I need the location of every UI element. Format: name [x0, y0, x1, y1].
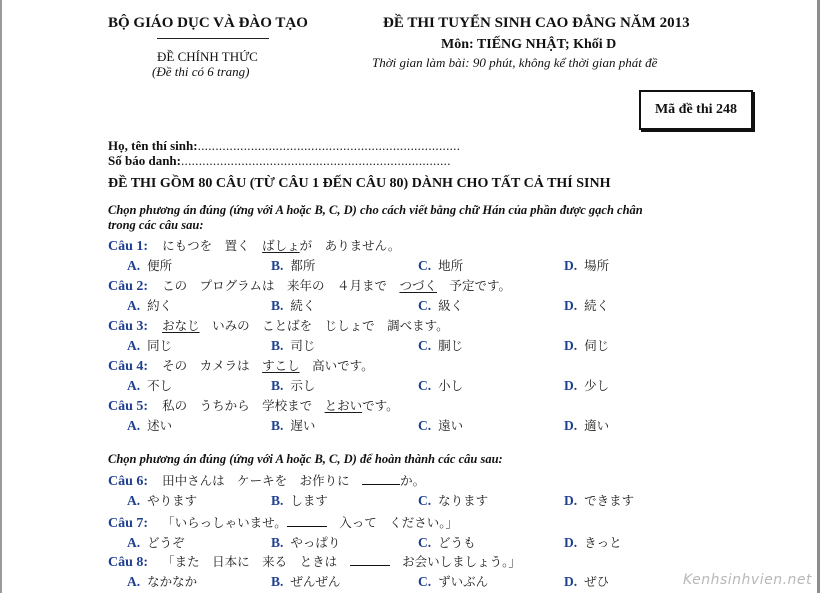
underlined-word: とおい: [324, 398, 363, 413]
option-text: 約く: [147, 298, 173, 313]
instruction-part1-line1: Chọn phương án đúng (ứng với A hoặc B, C, D) cho cách viết bằng chữ Hán của phần được gạch chân: [108, 203, 643, 217]
option-text: 不し: [147, 378, 173, 393]
option-text: 示し: [290, 378, 316, 393]
option-letter: D.: [564, 338, 578, 353]
question-text: 「また 日本に 来る ときは: [162, 554, 350, 569]
underlined-word: つづく: [399, 278, 437, 293]
option-letter: D.: [564, 493, 578, 508]
option-letter: C.: [418, 574, 432, 589]
watermark: Kenhsinhvien.net: [682, 572, 812, 588]
option-letter: D.: [564, 535, 578, 550]
question-label: Câu 3:: [108, 319, 149, 334]
option-letter: A.: [127, 493, 141, 508]
option-text: なかなか: [147, 574, 198, 589]
option-b: [271, 572, 340, 590]
option-text: 適い: [584, 418, 610, 433]
option-text: 述い: [147, 418, 173, 433]
option-text: ぜんぜん: [290, 574, 341, 589]
underlined-word: すこし: [262, 358, 300, 373]
option-d: [564, 572, 609, 590]
option-letter: A.: [127, 574, 141, 589]
option-text: 胴じ: [438, 338, 464, 353]
answer-blank: [350, 553, 390, 566]
question-text: にもつを 置く: [162, 238, 263, 253]
option-a: [127, 491, 197, 509]
exam-title: ĐỀ THI TUYỂN SINH CAO ĐẲNG NĂM 2013: [383, 15, 690, 31]
question-text: 私の うちから 学校まで: [162, 398, 325, 413]
option-d: [564, 491, 634, 509]
option-d: [564, 533, 622, 551]
option-text: 都所: [290, 258, 316, 273]
question-3: [108, 316, 449, 335]
question-8: [108, 552, 521, 571]
option-letter: B.: [271, 418, 284, 433]
option-c: [418, 533, 476, 551]
question-label: Câu 1:: [108, 239, 149, 254]
page-edge-left: [0, 0, 2, 593]
exam-time: Thời gian làm bài: 90 phút, không kể thời gian phát đề: [372, 55, 658, 70]
option-letter: B.: [271, 493, 284, 508]
option-c: [418, 296, 463, 314]
exam-subject: Môn: TIẾNG NHẬT; Khối D: [441, 37, 617, 52]
option-text: 続く: [290, 298, 316, 313]
option-b: [271, 296, 315, 314]
option-text: 司じ: [290, 338, 316, 353]
candidate-id-label: Số báo danh:: [108, 153, 181, 168]
option-letter: B.: [271, 258, 284, 273]
option-letter: C.: [418, 258, 432, 273]
option-letter: C.: [418, 535, 432, 550]
question-text: 予定です。: [436, 278, 511, 293]
option-letter: C.: [418, 338, 432, 353]
option-a: [127, 572, 197, 590]
instruction-part1: [108, 203, 643, 233]
option-text: どうも: [438, 535, 476, 550]
option-letter: A.: [127, 298, 141, 313]
question-label: Câu 5:: [108, 399, 149, 414]
option-c: [418, 256, 463, 274]
option-text: やっぱり: [290, 535, 341, 550]
question-text: お会いしましょう。」: [389, 554, 521, 569]
option-text: やります: [147, 493, 198, 508]
option-b: [271, 336, 315, 354]
candidate-id-dots: ............................................................................: [180, 153, 451, 168]
question-5: [108, 396, 399, 415]
option-b: [271, 416, 315, 434]
option-letter: C.: [418, 418, 432, 433]
option-c: [418, 572, 488, 590]
question-text: 田中さんは ケーキを お作りに: [162, 473, 363, 488]
question-label: Câu 7:: [108, 516, 149, 531]
question-label: Câu 4:: [108, 359, 149, 374]
question-text: です。: [362, 398, 399, 413]
option-d: [564, 296, 609, 314]
option-text: 地所: [438, 258, 464, 273]
option-letter: A.: [127, 378, 141, 393]
option-letter: B.: [271, 298, 284, 313]
question-text: 入って ください。」: [326, 515, 458, 530]
question-text: 「いらっしゃいませ。: [162, 515, 287, 530]
option-c: [418, 491, 488, 509]
option-text: 遠い: [438, 418, 464, 433]
option-letter: B.: [271, 535, 284, 550]
option-letter: A.: [127, 258, 141, 273]
option-d: [564, 416, 609, 434]
question-text: か。: [400, 473, 426, 488]
candidate-id-line: [108, 153, 451, 169]
option-text: どうぞ: [147, 535, 185, 550]
option-a: [127, 296, 172, 314]
exam-code: Mã đề thi 248: [654, 102, 738, 117]
question-label: Câu 8:: [108, 555, 149, 570]
question-text: 高いです。: [299, 358, 374, 373]
instruction-part1-line2: trong các câu sau:: [108, 218, 204, 232]
option-d: [564, 336, 609, 354]
answer-blank: [287, 514, 327, 527]
option-text: 続く: [584, 298, 610, 313]
option-a: [127, 336, 172, 354]
option-text: 級く: [438, 298, 464, 313]
question-label: Câu 6:: [108, 474, 149, 489]
option-letter: D.: [564, 258, 578, 273]
answer-blank: [362, 472, 400, 485]
option-text: 伺じ: [584, 338, 610, 353]
option-letter: D.: [564, 298, 578, 313]
option-text: 少し: [584, 378, 610, 393]
option-a: [127, 533, 185, 551]
question-text: その カメラは: [162, 358, 263, 373]
option-letter: B.: [271, 378, 284, 393]
option-text: ずいぶん: [438, 574, 489, 589]
underlined-word: ばしょ: [262, 238, 300, 253]
option-letter: D.: [564, 418, 578, 433]
question-text: が ありません。: [299, 238, 401, 253]
ministry-name: BỘ GIÁO DỤC VÀ ĐÀO TẠO: [108, 15, 308, 31]
page-count-note: (Đề thi có 6 trang): [152, 64, 250, 79]
candidate-name-line: [108, 138, 460, 154]
option-text: なります: [438, 493, 489, 508]
question-text: いみの ことばを じしょで 調べます。: [199, 318, 449, 333]
option-a: [127, 416, 172, 434]
option-text: 場所: [584, 258, 610, 273]
option-letter: C.: [418, 493, 432, 508]
official-label: ĐỀ CHÍNH THỨC: [157, 49, 258, 64]
section-title: ĐỀ THI GỒM 80 CÂU (TỪ CÂU 1 ĐẾN CÂU 80) DÀNH CHO TẤT CẢ THÍ SINH: [108, 176, 611, 191]
option-d: [564, 376, 609, 394]
option-letter: A.: [127, 338, 141, 353]
option-a: [127, 376, 172, 394]
option-text: 遅い: [290, 418, 316, 433]
question-2: [108, 276, 511, 295]
option-letter: A.: [127, 418, 141, 433]
option-letter: B.: [271, 338, 284, 353]
option-d: [564, 256, 609, 274]
ministry-underline: [157, 38, 269, 39]
option-c: [418, 336, 463, 354]
option-b: [271, 491, 328, 509]
option-c: [418, 416, 463, 434]
option-b: [271, 533, 340, 551]
underlined-word: おなじ: [162, 318, 200, 333]
question-4: [108, 356, 374, 375]
option-a: [127, 256, 172, 274]
option-text: 便所: [147, 258, 173, 273]
question-label: Câu 2:: [108, 279, 149, 294]
option-text: できます: [584, 493, 635, 508]
question-6: [108, 471, 425, 490]
option-c: [418, 376, 463, 394]
question-text: この プログラムは 来年の ４月まで: [162, 278, 400, 293]
option-text: 小し: [438, 378, 464, 393]
option-b: [271, 256, 315, 274]
instruction-part2: Chọn phương án đúng (ứng với A hoặc B, C, D) để hoàn thành các câu sau:: [108, 452, 503, 466]
option-text: します: [290, 493, 328, 508]
candidate-name-label: Họ, tên thí sinh:: [108, 138, 198, 153]
question-7: [108, 513, 458, 532]
exam-code-box: [639, 90, 753, 130]
option-b: [271, 376, 315, 394]
option-letter: C.: [418, 378, 432, 393]
option-text: きっと: [584, 535, 622, 550]
candidate-name-dots: ..........................................................................: [197, 138, 461, 153]
option-letter: B.: [271, 574, 284, 589]
option-letter: C.: [418, 298, 432, 313]
question-1: [108, 236, 400, 255]
option-letter: D.: [564, 378, 578, 393]
option-letter: A.: [127, 535, 141, 550]
option-text: ぜひ: [584, 574, 610, 589]
option-letter: D.: [564, 574, 578, 589]
option-text: 同じ: [147, 338, 173, 353]
